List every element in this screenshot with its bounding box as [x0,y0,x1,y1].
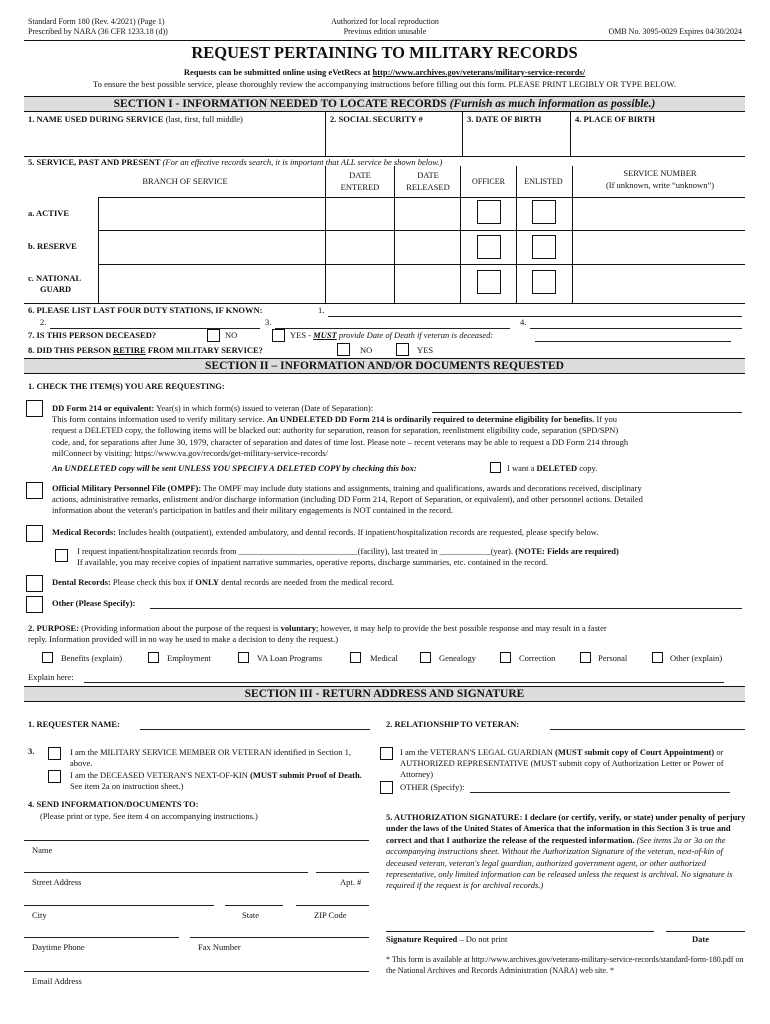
previous-edition-text: Previous edition unusable [343,27,427,36]
footer-note: * This form is available at http://www.archives.gov/veterans-military-service-records/standard-form-180.pdf on the National Archives and Records Administration (NARA) web site. * [386,955,744,975]
divider [98,197,99,303]
undeleted-note: An UNDELETED copy will be sent UNLESS YOU SPECIFY A DELETED COPY by checking this box: [52,463,417,473]
nok-text1: I am the DECEASED VETERAN'S NEXT-OF-KIN [70,770,251,780]
guard-officer-checkbox[interactable] [477,270,501,294]
authorization-statement: 5. AUTHORIZATION SIGNATURE: I declare (or certify, verify, or state) under penalty of perjury under the laws of the United States of America that the information in this Section 3 is true and correct and that I authorize the release of the requested information. [386,812,746,845]
retire-no-label: NO [360,345,373,355]
medical-checkbox[interactable] [26,525,43,542]
prescribed-by: Prescribed by NARA (36 CFR 1233.18 (d)) [28,27,168,36]
zip-label: ZIP Code [314,910,347,920]
city-label: City [32,910,47,920]
yes-rest: provide Date of Death if veteran is deceased: [336,330,494,340]
yes-prefix: YES - [290,330,314,340]
deceased-label: 7. IS THIS PERSON DECEASED? [28,330,157,340]
page-title: REQUEST PERTAINING TO MILITARY RECORDS [191,43,578,62]
reserve-enlisted-checkbox[interactable] [532,235,556,259]
deleted-post: copy. [577,463,598,473]
guardian-block [400,747,740,781]
name-label-wrap [28,115,243,125]
deceased-yes-label [290,331,493,341]
state-label: State [242,910,259,920]
duty-station-1-field[interactable] [328,316,742,317]
divider [570,112,571,156]
rule [24,303,745,304]
dental-checkbox[interactable] [26,575,43,592]
purpose-genealogy-checkbox[interactable] [420,652,431,663]
nok-text2: See item 2a on instruction sheet.) [70,781,184,792]
deleted-copy-label [507,464,597,474]
signature-field[interactable] [386,931,654,932]
purpose-medical-label: Medical [370,653,398,663]
date-of-death-field[interactable] [535,341,731,342]
daytime-phone-field[interactable] [24,937,179,938]
rule [98,264,745,265]
service-hint: (For an effective records search, it is important that ALL service be shown below.) [162,157,443,167]
divider [572,166,573,303]
street-address-field[interactable] [24,872,308,873]
authorization-instructions: (See items 2a or 3a on the accompanying instructions sheet. Without the Authorization Signature of the veteran, next-of-kin of deceased veteran, veteran's legal guardian, authorized government agent, or other authorized representative, only limited information can be released unless the request is archival. No signature is required if the request is for archival records.) [386,834,733,891]
apt-label: Apt. # [340,877,362,887]
check-items-label: 1. CHECK THE ITEM(S) YOU ARE REQUESTING: [28,381,225,391]
deceased-no-label: NO [225,330,238,340]
rule [98,197,745,198]
dd214-line2c: If you [594,414,617,425]
purpose-text3: reply. Information provided will in no way be used to make a decision to deny the request.) [28,634,339,645]
row-national: c. NATIONAL [28,273,82,283]
active-officer-checkbox[interactable] [477,200,501,224]
retire-yes-checkbox[interactable] [396,343,409,356]
dental-only: ONLY [195,577,220,587]
dental-title: Dental Records: [52,577,111,587]
other-relationship-label: OTHER (Specify): [400,782,465,792]
guardian-text2: or AUTHORIZED REPRESENTATIVE (MUST submit copy of Authorization Letter or Power of Attorney) [400,747,724,780]
purpose-correction-label: Correction [519,653,556,663]
rule [98,230,745,231]
row-guard: GUARD [40,284,72,294]
row-active: a. ACTIVE [28,208,70,218]
duty-station-2-field[interactable] [50,328,260,329]
ompf-title: Official Military Personnel File (OMPF): [52,483,202,493]
ompf-block [52,483,742,517]
relationship-label: 2. RELATIONSHIP TO VETERAN: [386,719,520,729]
purpose-num: 2. [28,623,37,633]
purpose-block [28,623,743,645]
mail-name-label: Name [32,845,53,855]
guardian-text1: I am the VETERAN'S LEGAL GUARDIAN [400,747,555,757]
active-enlisted-checkbox[interactable] [532,200,556,224]
duty-1-num: 1. [318,305,325,315]
purpose-text1: (Providing information about the purpose of the request is [79,623,281,633]
dd214-line2b: An UNDELETED DD Form 214 is ordinarily required to determine eligibility for benefits. [266,414,595,425]
duty-3-num: 3. [265,317,272,327]
duty-station-4-field[interactable] [530,328,742,329]
online-prefix: Requests can be submitted online using eVetRecs at [183,67,373,77]
ssn-field[interactable] [330,126,458,154]
deceased-no-checkbox[interactable] [207,329,220,342]
ompf-text2: actions, administrative remarks, enlistment and/or discharge information (including DD Form 214, Report of Separation, or equivalent), and other personnel actions. Detailed [52,494,643,505]
online-note [24,68,745,78]
dd214-line3: request a DELETED copy, the following items will be blacked out: authority for separation, reason for separation, reenlistment eligibility code, separation (SPD/SPN) [52,425,619,436]
purpose-other-label: Other (explain) [670,653,723,663]
col-officer: OFFICER [472,177,505,186]
retire-word: RETIRE [113,345,146,355]
other-relationship-checkbox[interactable] [380,781,393,794]
duty-stations-label: 6. PLEASE LIST LAST FOUR DUTY STATIONS, IF KNOWN: [28,305,263,315]
deleted-pre: I want a [507,463,537,473]
purpose-medical-checkbox[interactable] [350,652,361,663]
purpose-genealogy-label: Genealogy [439,653,476,663]
daytime-phone-label: Daytime Phone [32,942,85,952]
dd214-text: Year(s) in which form(s) issued to veteran (Date of Separation): [154,403,374,413]
inpatient-text: I request inpatient/hospitalization records from ____________________________(facility), last treated in ____________(year). [77,546,516,556]
deleted-copy-checkbox[interactable] [490,462,501,473]
pob-label: 4. PLACE OF BIRTH [575,114,656,124]
purpose-text2: ; however, it may help to provide the best possible response and may result in a faster [316,623,607,633]
medical-block [52,528,598,538]
send-info-hint: (Please print or type. See item 4 on accompanying instructions.) [40,811,258,821]
dd214-line4: code, and, for separations after June 30, 1979, character of separation and dates of time lost. Please note – recent veterans may be able to request a DD Form 214 through [52,436,629,447]
member-text: I am the MILITARY SERVICE MEMBER OR VETERAN identified in Section 1, above. [70,747,352,769]
purpose-benefits-checkbox[interactable] [42,652,53,663]
nok-block [70,770,370,792]
medical-title: Medical Records: [52,527,116,537]
name-hint: (last, first, full middle) [165,114,243,124]
instructions-line: To ensure the best possible service, please thoroughly review the accompanying instructions before filling out this form. PLEASE PRINT LEGIBLY OR TYPE BELOW. [92,79,677,89]
nok-bold: (MUST submit Proof of Death. [250,770,362,780]
guardian-bold: (MUST submit copy of Court Appointment) [554,747,715,757]
section2-header: SECTION II – INFORMATION AND/OR DOCUMENTS REQUESTED [24,358,745,374]
retire-post: FROM MILITARY SERVICE? [145,345,263,355]
divider [325,112,326,156]
mail-name-field[interactable] [24,840,369,841]
separation-years-field[interactable] [432,412,742,413]
next-of-kin-checkbox[interactable] [48,770,61,783]
signature-hint: – Do not print [457,934,508,944]
purpose-title: PURPOSE: [36,623,79,633]
authorization-block [386,812,746,892]
other-specify-field[interactable] [150,608,742,609]
ssn-label: 2. SOCIAL SECURITY # [330,114,423,124]
other-specify-label: Other (Please Specify): [52,598,136,608]
purpose-other-checkbox[interactable] [652,652,663,663]
name-field[interactable] [28,126,322,154]
guardian-checkbox[interactable] [380,747,393,760]
email-field[interactable] [24,971,369,972]
fax-field[interactable] [190,937,369,938]
requester-name-field[interactable] [140,729,370,730]
dental-text1: Please check this box if [110,577,196,587]
col-service-number: SERVICE NUMBER [623,168,697,178]
signature-date-label: Date [692,934,709,944]
relationship-field[interactable] [550,729,745,730]
purpose-personal-label: Personal [598,653,628,663]
reserve-officer-checkbox[interactable] [477,235,501,259]
must-text: MUST [313,330,337,340]
retire-pre: 8. DID THIS PERSON [28,345,114,355]
row-reserve: b. RESERVE [28,241,77,251]
dental-text2: dental records are needed from the medical record. [219,577,394,587]
form-id: Standard Form 180 (Rev. 4/2021) (Page 1) [28,17,165,26]
inpatient-checkbox[interactable] [55,549,68,562]
other-request-checkbox[interactable] [26,596,43,613]
section1-header [24,96,745,112]
col-enlisted: ENLISTED [524,177,563,186]
requester-name-label: 1. REQUESTER NAME: [28,719,120,729]
guard-enlisted-checkbox[interactable] [532,270,556,294]
purpose-voluntary: voluntary [280,623,317,633]
reproduction-note [300,17,470,37]
dd214-checkbox[interactable] [26,400,43,417]
duty-4-num: 4. [520,317,527,327]
zip-field[interactable] [296,905,369,906]
retire-yes-label: YES [417,345,434,355]
fax-label: Fax Number [198,942,241,952]
apt-field[interactable] [316,872,369,873]
col-service-number-hint: (If unknown, write “unknown”) [605,180,715,190]
street-address-label: Street Address [32,877,82,887]
section1-subtitle: (Furnish as much information as possible.) [449,98,656,110]
state-field[interactable] [225,905,283,906]
ompf-checkbox[interactable] [26,482,43,499]
medical-text: Includes health (outpatient), extended ambulatory, and dental records. If inpatient/hospitalization records are requested, please specify below. [115,527,599,537]
signature-date-field[interactable] [666,931,745,932]
dob-field[interactable] [467,126,567,154]
ompf-text1: The OMPF may include duty stations and assignments, training and qualifications, awards and decorations received, disciplinary [201,483,642,493]
col-date-released: DATE RELEASED [406,170,450,192]
service-label-wrap [28,158,442,168]
divider [325,166,326,303]
divider [462,112,463,156]
dd214-title: DD Form 214 or equivalent: [52,403,155,413]
ompf-text3: information about the veteran's participation in battles and their military engagements is NOT contained in the record. [52,505,453,516]
col-date-entered: DATE ENTERED [340,170,380,192]
retire-no-checkbox[interactable] [337,343,350,356]
signature-required: Signature Required [386,934,458,944]
inpatient-block [77,546,742,568]
purpose-benefits-label: Benefits (explain) [61,653,123,663]
dental-block [52,578,394,588]
purpose-employment-checkbox[interactable] [148,652,159,663]
purpose-correction-checkbox[interactable] [500,652,511,663]
purpose-va-loan-label: VA Loan Programs [257,653,323,663]
divider [460,166,461,303]
authorized-text: Authorized for local reproduction [331,17,439,26]
omb-number: OMB No. 3095-0029 Expires 04/30/2024 [608,27,742,36]
deceased-yes-checkbox[interactable] [272,329,285,342]
form-id-block [28,17,168,37]
duty-station-3-field[interactable] [275,328,510,329]
send-info-label: 4. SEND INFORMATION/DOCUMENTS TO: [28,799,199,809]
dob-label: 3. DATE OF BIRTH [467,114,542,124]
section3-header: SECTION III - RETURN ADDRESS AND SIGNATURE [24,686,745,702]
email-label: Email Address [32,976,82,986]
purpose-personal-checkbox[interactable] [580,652,591,663]
other-relationship-field[interactable] [470,792,730,793]
explain-here-field[interactable] [84,682,724,683]
col-branch: BRANCH OF SERVICE [142,176,228,186]
service-label: 5. SERVICE, PAST AND PRESENT [28,157,161,167]
section1-title: SECTION I - INFORMATION NEEDED TO LOCATE RECORDS [113,98,447,110]
purpose-va-loan-checkbox[interactable] [238,652,249,663]
item3-num: 3. [28,746,35,756]
inpatient-note: (NOTE: Fields are required) [515,546,619,556]
city-field[interactable] [24,905,214,906]
signature-label [386,935,507,945]
retire-label [28,346,263,356]
duty-2-num: 2. [40,317,47,327]
member-checkbox[interactable] [48,747,61,760]
divider [516,166,517,303]
explain-here-label: Explain here: [28,672,74,682]
pob-field[interactable] [575,126,743,154]
evetrecs-link[interactable]: http://www.archives.gov/veterans/military-service-records/ [372,67,586,77]
inpatient-text2: If available, you may receive copies of inpatient narrative summaries, operative reports, discharge summaries, etc. contained in the record. [77,557,548,568]
deleted-bold: DELETED [536,463,578,473]
header-rule [24,40,745,41]
divider [394,166,395,303]
dd214-line2a: This form contains information used to verify military service. [52,414,267,425]
name-label: 1. NAME USED DURING SERVICE [28,114,164,124]
dd214-line5: milConnect by visiting: https://www.va.gov/records/get-military-service-records/ [52,447,328,458]
purpose-employment-label: Employment [167,653,211,663]
